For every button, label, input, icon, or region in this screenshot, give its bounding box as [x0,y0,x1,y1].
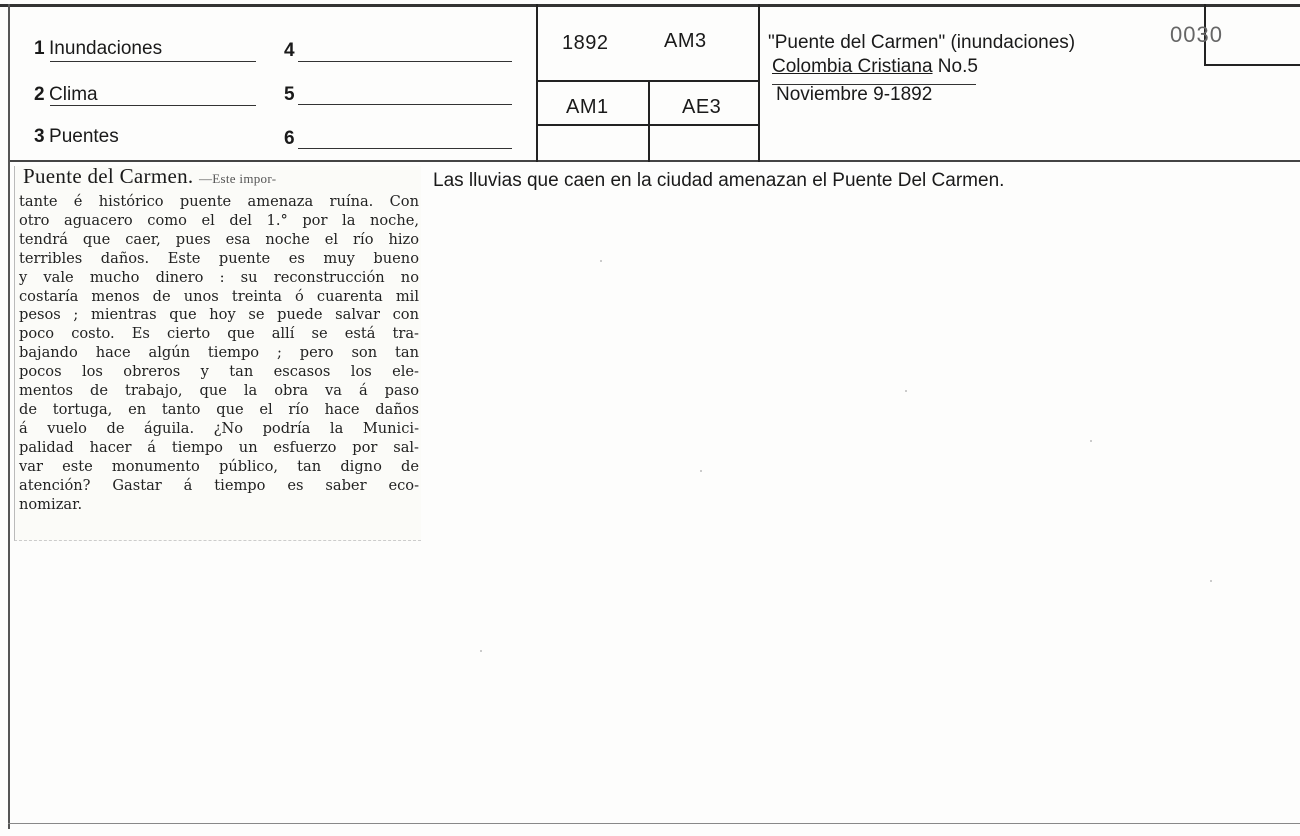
left-border [8,4,10,829]
code-year: 1892 [562,32,609,54]
code-ae3: AE3 [682,96,722,118]
keyword-line-6 [298,148,512,149]
clipping-line: á vuelo de águila. ¿No podría la Munici- [19,419,419,437]
keyword-text: Clima [49,84,98,105]
keyword-row-4 [284,40,295,62]
clipping-line: costaría menos de unos treinta ó cuarenta mil [19,287,419,305]
codes-left-border [536,4,538,162]
scan-speck [700,470,702,472]
clipping-line: de tortuga, en tanto que el río hace daños [19,400,419,418]
scan-speck [480,650,482,652]
keyword-row-1 [34,38,162,60]
scan-speck [1210,580,1212,582]
source-date: Noviembre 9-1892 [776,84,933,105]
keyword-row-3 [34,126,119,148]
clipping-line: var este monumento público, tan digno de [19,457,419,475]
clipping-headline-tail: —Este impor- [199,171,277,186]
keyword-text: Inundaciones [49,38,163,59]
scan-speck [1090,440,1092,442]
source-issue: No.5 [937,56,978,77]
keyword-number: 3 [34,126,45,147]
keyword-line-2 [50,105,256,106]
clipping-line: otro aguacero como el del 1.° por la noche, [19,211,419,229]
clipping-line: tendrá que caer, pues esa noche el río hizo [19,230,419,248]
clipping-line: atención? Gastar á tiempo es saber eco- [19,476,419,494]
summary-text: Las lluvias que caen en la ciudad amenazan el Puente Del Carmen. [433,170,1005,191]
source-title: "Puente del Carmen" (inundaciones) [768,32,1076,53]
clipping-line: pocos los obreros y tan escasos los ele- [19,363,419,381]
keyword-number: 6 [284,128,295,149]
bottom-border [8,823,1300,824]
clipping-line: pesos ; mientras que hoy se puede salvar con [19,306,419,324]
clipping-body [19,193,419,514]
codes-right-border [758,4,760,162]
top-border [0,4,1300,7]
clipping-line: y vale mucho dinero : su reconstrucción no [19,268,419,286]
keyword-row-5 [284,84,295,106]
keyword-row-6 [284,128,295,150]
keyword-text: Puentes [49,126,119,147]
keyword-row-2 [34,84,98,106]
refbox-bottom [1204,64,1300,66]
clipping-line: mentos de trabajo, que la obra va á paso [19,382,419,400]
reference-number: 0030 [1170,22,1223,47]
keyword-line-1 [50,61,256,62]
keyword-number: 1 [34,38,45,59]
keyword-line-5 [298,104,512,105]
source-publication-line [772,56,978,78]
clipping-headline: Puente del Carmen. [23,164,194,188]
header-divider [10,160,1300,162]
clipping-line: terribles daños. Este puente es muy bueno [19,249,419,267]
keyword-number: 4 [284,40,295,61]
codes-mid-divider [648,82,650,162]
code-am3: AM3 [664,30,707,52]
keyword-number: 5 [284,84,295,105]
clipping-line: tante é histórico puente amenaza ruína. Con [19,193,419,210]
codes-row-divider-1 [536,80,760,82]
clipping-headline-row [23,164,276,189]
source-publication: Colombia Cristiana [772,56,933,77]
scan-speck [600,260,602,262]
clipping-line: palidad hacer á tiempo un esfuerzo por sal- [19,438,419,456]
newspaper-clipping [14,166,421,541]
clipping-line: nomizar. [19,495,83,513]
scan-speck [905,390,907,392]
clipping-line: bajando hace algún tiempo ; pero son tan [19,344,419,362]
clipping-line: poco costo. Es cierto que allí se está tra- [19,325,419,343]
codes-row-divider-2 [536,124,760,126]
keyword-number: 2 [34,84,45,105]
keyword-line-4 [298,61,512,62]
code-am1: AM1 [566,96,609,118]
